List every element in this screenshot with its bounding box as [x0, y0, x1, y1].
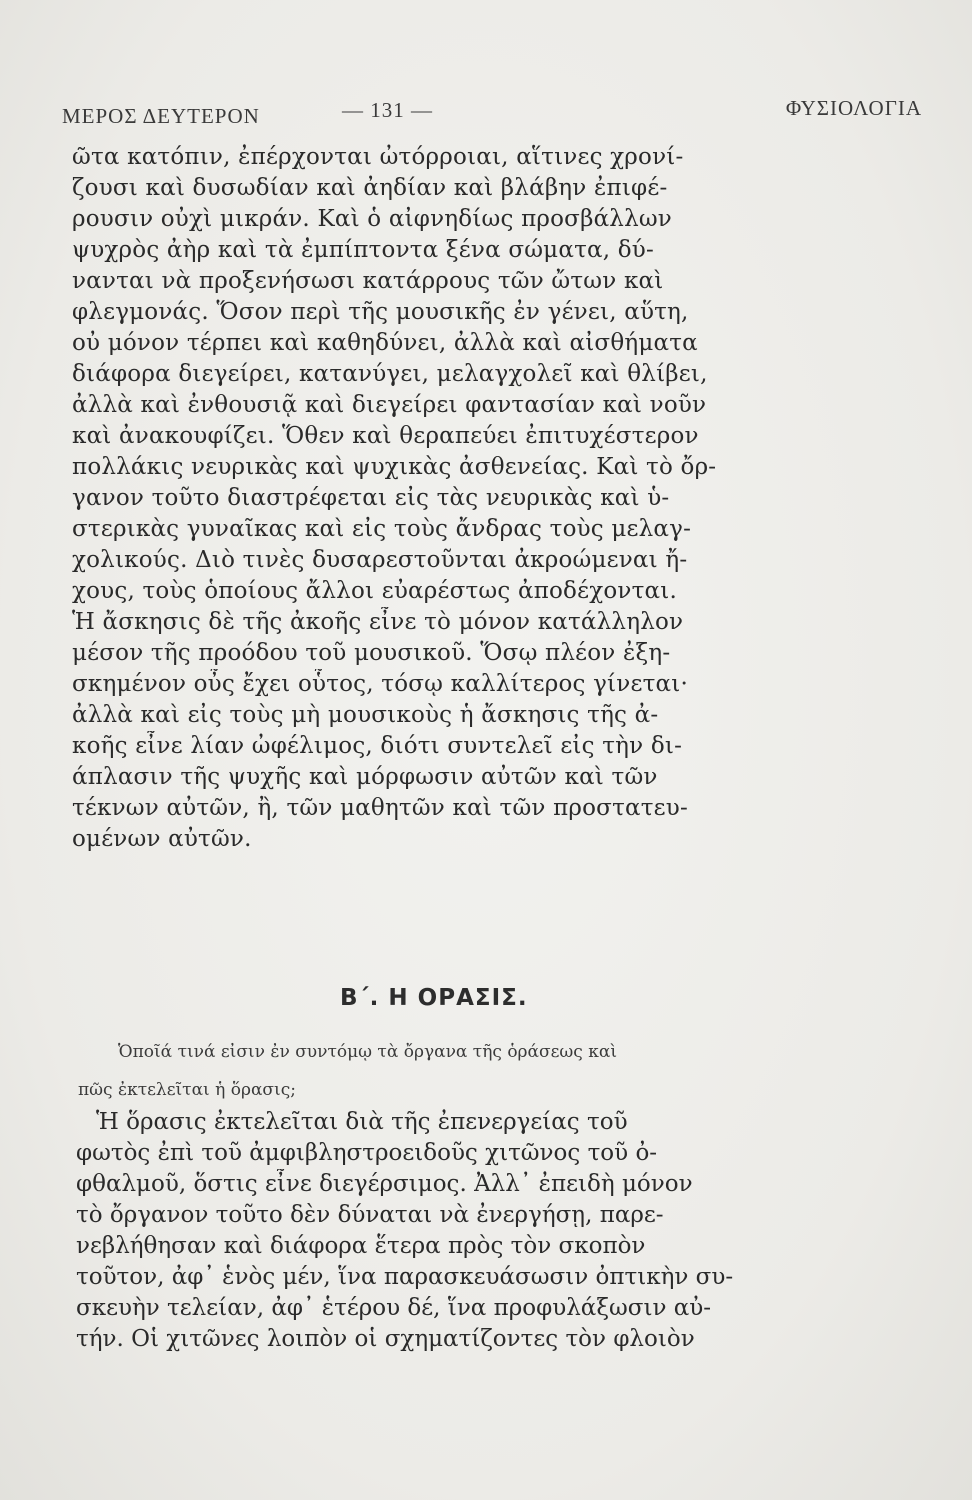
page-number: — 131 — — [342, 98, 433, 122]
text-line: ομένων αὐτῶν. — [72, 826, 252, 852]
text-line: ρουσιν οὐχὶ μικράν. Καὶ ὁ αἰφνηδίως προσβάλλων — [72, 206, 672, 232]
text-line: διάφορα διεγείρει, κατανύγει, μελαγχολεῖ καὶ θλίβει, — [72, 361, 708, 387]
answer-line: φωτὸς ἐπὶ τοῦ ἀμφιβληστροειδοῦς χιτῶνος τοῦ ὀ- — [76, 1140, 658, 1166]
text-line: οὐ μόνον τέρπει καὶ καθηδύνει, ἀλλὰ καὶ αἰσθήματα — [72, 330, 698, 356]
text-line: στερικὰς γυναῖκας καὶ εἰς τοὺς ἄνδρας τοὺς μελαγ- — [72, 516, 692, 542]
answer-line: Ἡ ὅρασις ἐκτελεῖται διὰ τῆς ἐπενεργείας τοῦ — [96, 1109, 628, 1135]
text-line: Ἡ ἄσκησις δὲ τῆς ἀκοῆς εἶνε τὸ μόνον κατάλληλον — [72, 609, 684, 635]
text-line: ψυχρὸς ἀὴρ καὶ τὰ ἐμπίπτοντα ξένα σώματα, δύ- — [72, 237, 654, 263]
text-line: σκημένον οὖς ἔχει οὗτος, τόσῳ καλλίτερος γίνεται· — [72, 671, 688, 697]
text-line: άπλασιν τῆς ψυχῆς καὶ μόρφωσιν αὐτῶν καὶ τῶν — [72, 764, 658, 790]
text-line: νανται νὰ προξενήσωσι κατάρρους τῶν ὤτων καὶ — [72, 268, 664, 294]
body-text — [72, 142, 772, 855]
section-heading: Β΄. Η ΟΡΑΣΙΣ. — [340, 985, 528, 1011]
text-line: κοῆς εἶνε λίαν ὠφέλιμος, διότι συντελεῖ εἰς τὴν δι- — [72, 733, 683, 759]
running-head-chapter-title: ΦΥΣΙΟΛΟΓΙΑ — [785, 96, 922, 120]
answer-line: σκευὴν τελείαν, ἀφ᾽ ἑτέρου δέ, ἵνα προφυλάξωσιν αὐ- — [76, 1295, 712, 1321]
answer-line: νεβλήθησαν καὶ διάφορα ἕτερα πρὸς τὸν σκοπὸν — [76, 1233, 646, 1259]
text-line: γανον τοῦτο διαστρέφεται εἰς τὰς νευρικὰς καὶ ὑ- — [72, 485, 670, 511]
text-line: χολικούς. Διὸ τινὲς δυσαρεστοῦνται ἀκροώμεναι ἤ- — [72, 547, 688, 573]
text-line: καὶ ἀνακουφίζει. Ὅθεν καὶ θεραπεύει ἐπιτυχέστερον — [72, 423, 699, 449]
text-line: ἀλλὰ καὶ ἐνθουσιᾷ καὶ διεγείρει φαντασίαν καὶ νοῦν — [72, 392, 707, 418]
text-line: φλεγμονάς. Ὅσον περὶ τῆς μουσικῆς ἐν γένει, αὕτη, — [72, 299, 689, 325]
text-line: πολλάκις νευρικὰς καὶ ψυχικὰς ἀσθενείας. Καὶ τὸ ὄρ- — [72, 454, 717, 480]
question-text — [78, 1033, 778, 1109]
text-line: ζουσι καὶ δυσωδίαν καὶ ἀηδίαν καὶ βλάβην ἐπιφέ- — [72, 175, 668, 201]
text-line: ῶτα κατόπιν, ἐπέρχονται ὠτόρροιαι, αἵτινες χρονί- — [72, 144, 684, 170]
answer-line: φθαλμοῦ, ὅστις εἶνε διεγέρσιμος. Ἀλλ᾽ ἐπειδὴ μόνον — [76, 1171, 693, 1197]
answer-line: τὸ ὄργανον τοῦτο δὲν δύναται νὰ ἐνεργήσῃ, παρε- — [76, 1202, 664, 1228]
answer-line: τοῦτον, ἀφ᾽ ἑνὸς μέν, ἵνα παρασκευάσωσιν ὀπτικὴν συ- — [76, 1264, 734, 1290]
text-line: τέκνων αὐτῶν, ἢ, τῶν μαθητῶν καὶ τῶν προστατευ- — [72, 795, 688, 821]
text-line: ἀλλὰ καὶ εἰς τοὺς μὴ μουσικοὺς ἡ ἄσκησις τῆς ἀ- — [72, 702, 659, 728]
answer-text — [76, 1107, 776, 1355]
answer-line: τήν. Οἱ χιτῶνες λοιπὸν οἱ σχηματίζοντες τὸν φλοιὸν — [76, 1326, 695, 1352]
question-line: πῶς ἐκτελεῖται ἡ ὅρασις; — [78, 1080, 296, 1100]
text-line: χους, τοὺς ὁποίους ἄλλοι εὐαρέστως ἀποδέχονται. — [72, 578, 677, 604]
running-head — [62, 96, 922, 136]
running-head-part-title: ΜΕΡΟΣ ΔΕΥΤΕΡΟΝ — [62, 104, 260, 128]
question-line: Ὁποῖά τινά εἰσιν ἐν συντόμῳ τὰ ὄργανα τῆς ὁράσεως καὶ — [118, 1042, 617, 1062]
text-line: μέσον τῆς προόδου τοῦ μουσικοῦ. Ὅσῳ πλέον ἐξη- — [72, 640, 671, 666]
